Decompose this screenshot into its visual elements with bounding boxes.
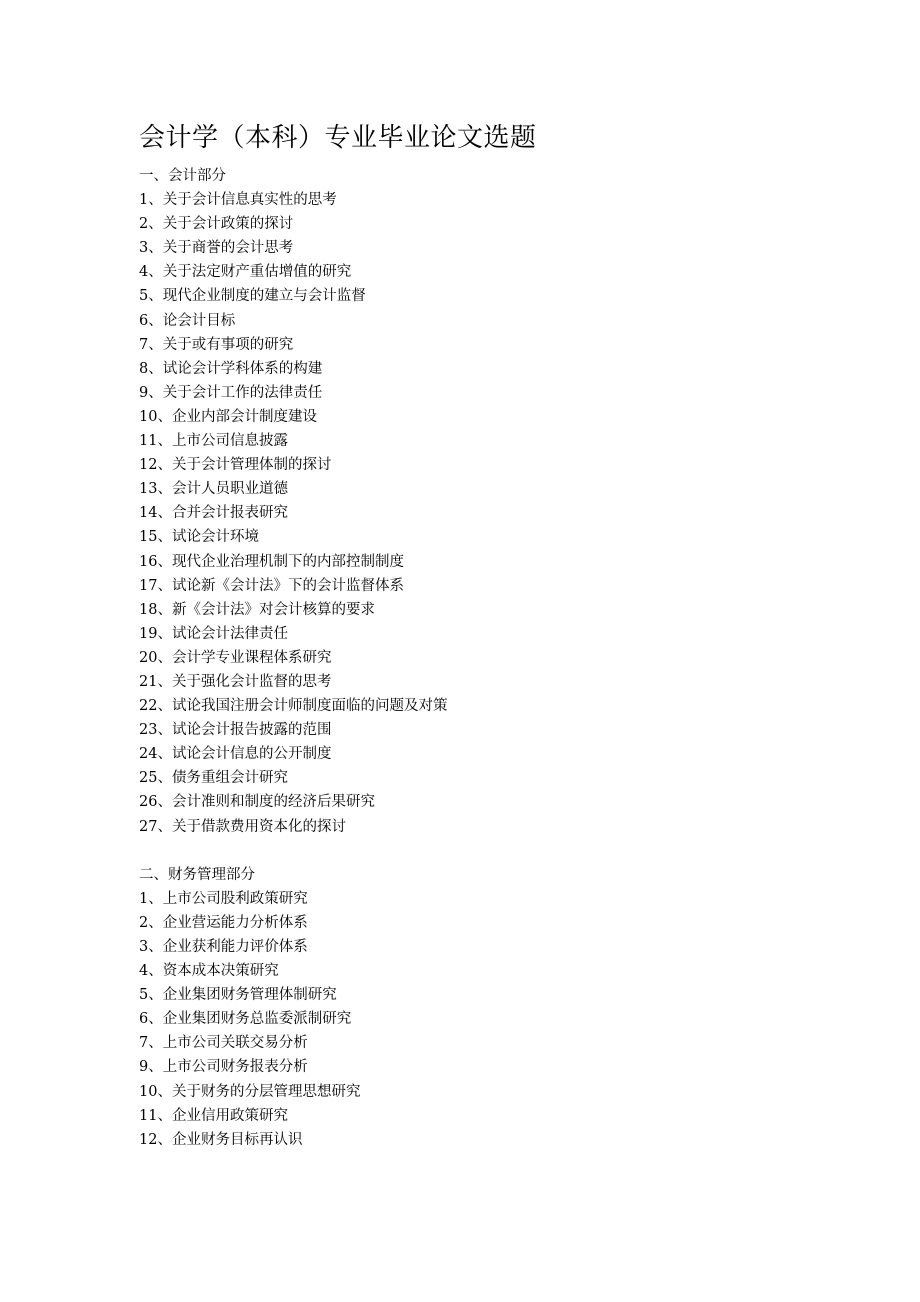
topic-item: 2、企业营运能力分析体系 — [139, 914, 308, 931]
topic-item: 21、关于强化会计监督的思考 — [139, 673, 332, 690]
topic-item: 10、关于财务的分层管理思想研究 — [139, 1083, 361, 1100]
topic-item: 11、企业信用政策研究 — [139, 1107, 288, 1124]
topic-item: 10、企业内部会计制度建设 — [139, 408, 317, 425]
topic-item: 6、论会计目标 — [139, 312, 236, 329]
topic-item: 23、试论会计报告披露的范围 — [139, 722, 332, 739]
topic-item: 5、现代企业制度的建立与会计监督 — [139, 288, 366, 305]
topic-list — [139, 887, 839, 1152]
topic-item: 22、试论我国注册会计师制度面临的问题及对策 — [139, 698, 448, 715]
topic-item: 16、现代企业治理机制下的内部控制制度 — [139, 553, 404, 570]
topic-item: 24、试论会计信息的公开制度 — [139, 746, 332, 763]
topic-list — [139, 188, 839, 839]
topic-item: 18、新《会计法》对会计核算的要求 — [139, 601, 375, 618]
topic-item: 5、企业集团财务管理体制研究 — [139, 987, 337, 1004]
document-title: 会计学（本科）专业毕业论文选题 — [139, 123, 537, 153]
topic-item: 3、企业获利能力评价体系 — [139, 939, 308, 955]
topic-item: 8、试论会计学科体系的构建 — [139, 360, 323, 377]
section-heading: 一、会计部分 — [139, 168, 226, 184]
topic-item: 20、会计学专业课程体系研究 — [139, 649, 332, 666]
topic-item: 9、关于会计工作的法律责任 — [139, 384, 323, 401]
topic-item: 11、上市公司信息披露 — [139, 433, 288, 450]
topic-item: 26、会计准则和制度的经济后果研究 — [139, 794, 375, 811]
topic-item: 3、关于商誉的会计思考 — [139, 240, 294, 257]
topic-item: 27、关于借款费用资本化的探讨 — [139, 818, 346, 835]
section-accounting — [139, 164, 839, 839]
topic-item: 4、资本成本决策研究 — [139, 963, 279, 980]
topic-item: 9、上市公司财务报表分析 — [139, 1059, 308, 1076]
topic-item: 19、试论会计法律责任 — [139, 625, 288, 642]
topic-item: 1、上市公司股利政策研究 — [139, 890, 308, 907]
topic-item: 1、关于会计信息真实性的思考 — [139, 192, 337, 209]
topic-item: 7、上市公司关联交易分析 — [139, 1035, 308, 1052]
section-spacer — [139, 839, 839, 863]
topic-item: 14、合并会计报表研究 — [139, 505, 288, 522]
document-page — [139, 118, 839, 1152]
topic-item: 17、试论新《会计法》下的会计监督体系 — [139, 577, 404, 594]
section-financial-management — [139, 863, 839, 1152]
topic-item: 2、关于会计政策的探讨 — [139, 216, 294, 233]
topic-item: 7、关于或有事项的研究 — [139, 336, 294, 353]
topic-item: 12、企业财务目标再认识 — [139, 1131, 303, 1148]
section-heading: 二、财务管理部分 — [139, 866, 255, 883]
topic-item: 15、试论会计环境 — [139, 529, 259, 546]
topic-item: 12、关于会计管理体制的探讨 — [139, 457, 332, 474]
topic-item: 25、债务重组会计研究 — [139, 770, 288, 787]
topic-item: 4、关于法定财产重估增值的研究 — [139, 264, 352, 281]
topic-item: 13、会计人员职业道德 — [139, 481, 288, 498]
topic-item: 6、企业集团财务总监委派制研究 — [139, 1011, 352, 1028]
